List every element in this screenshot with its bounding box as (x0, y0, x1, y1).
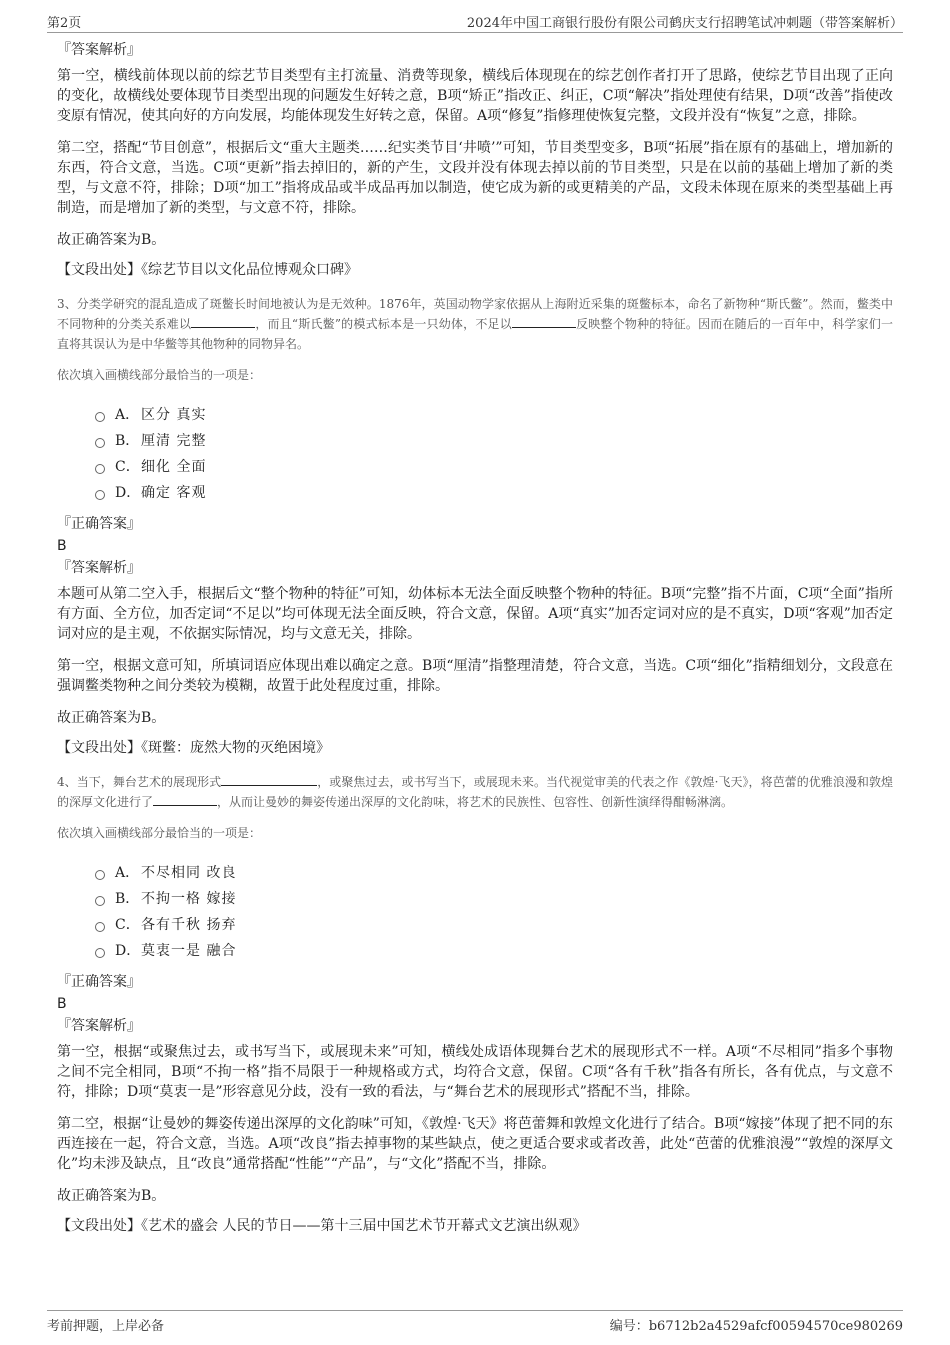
option-d[interactable]: D． 莫衷一是 融合 (95, 938, 893, 964)
question-4-options (95, 860, 893, 964)
answer-blank (153, 793, 217, 806)
option-c[interactable]: C． 各有千秋 扬弃 (95, 912, 893, 938)
analysis-paragraph: 本题可从第二空入手，根据后文“整个物种的特征”可知，幼体标本无法全面反映整个物种的特征。B项“完整”指不片面，C项“全面”指所有方面、全方位，加否定词“不足以”均可体现无法全面反映，符合文意，保留。A项“真实”加否定词对应的是不真实，D项“客观”加否定词对应的是主观，不依据实际情况，均与文意无关，排除。 (57, 586, 893, 642)
radio-icon[interactable] (95, 922, 105, 932)
question-4-text: 4、当下，舞台艺术的展现形式 ，或聚焦过去，或书写当下，或展现未来。当代视觉审美的代表之作《敦煌·飞天》，将芭蕾的优雅浪漫和敦煌的深厚文化进行了 ，从而让曼妙的舞姿传递出深厚的文化韵味，将艺术的民族性、包容性、创新性演绎得酣畅淋漓。 (57, 775, 893, 809)
option-c[interactable]: C． 细化 全面 (95, 454, 893, 480)
radio-icon[interactable] (95, 870, 105, 880)
analysis-paragraph: 第二空，搭配“节目创意”，根据后文“重大主题类……纪实类节目‘井喷’”可知，节目类型变多，B项“拓展”指在原有的基础上，增加新的东西，符合文意，当选。C项“更新”指去掉旧的，新的产生，文段并没有体现去掉以前的节目类型，只是在以前的基础上增加了新的类型，与文意不符，排除；D项“加工”指将成品或半成品再加以制造，使它成为新的或更精美的产品，文段未体现在原来的类型基础上再制造，而是增加了新的类型，与文意不符，排除。 (57, 140, 893, 216)
page-header (47, 10, 903, 33)
radio-icon[interactable] (95, 438, 105, 448)
source-citation: 【文段出处】《综艺节目以文化品位博观众口碑》 (57, 262, 358, 278)
page-number: 第2页 (47, 16, 82, 31)
question-instruction: 依次填入画横线部分最恰当的一项是： (57, 368, 262, 382)
correct-answer: B (57, 538, 67, 554)
answer-conclusion: 故正确答案为B。 (57, 232, 166, 248)
radio-icon[interactable] (95, 464, 105, 474)
analysis-label: 『答案解析』 (57, 1018, 141, 1034)
radio-icon[interactable] (95, 896, 105, 906)
source-citation: 【文段出处】《斑鳖：庞然大物的灭绝困境》 (57, 740, 330, 756)
option-b[interactable]: B． 不拘一格 嫁接 (95, 886, 893, 912)
analysis-paragraph: 第一空，根据文意可知，所填词语应体现出难以确定之意。B项“厘清”指整理清楚，符合文意，当选。C项“细化”指精细划分，文段意在强调鳖类物种之间分类较为模糊，故置于此处程度过重，排除。 (57, 658, 893, 694)
correct-answer-label: 『正确答案』 (57, 516, 141, 532)
document-id: 编号：b6712b2a4529afcf00594570ce980269 (609, 1319, 903, 1334)
analysis-paragraph: 第一空，横线前体现以前的综艺节目类型有主打流量、消费等现象，横线后体现现在的综艺创作者打开了思路，使综艺节目出现了正向的变化，故横线处要体现节目类型出现的问题发生好转之意，B项“矫正”指改正、纠正，C项“解决”指处理使有结果，D项“改善”指使改变原有情况，使其向好的方向发展，均能体现发生好转之意，保留。A项“修复”指修理使恢复完整，文段并没有“恢复”之意，排除。 (57, 68, 893, 124)
question-instruction: 依次填入画横线部分最恰当的一项是： (57, 826, 262, 840)
option-a[interactable]: A． 区分 真实 (95, 402, 893, 428)
document-title: 2024年中国工商银行股份有限公司鹤庆支行招聘笔试冲刺题（带答案解析） (466, 16, 903, 31)
radio-icon[interactable] (95, 412, 105, 422)
correct-answer-label: 『正确答案』 (57, 974, 141, 990)
option-b[interactable]: B． 厘清 完整 (95, 428, 893, 454)
source-citation: 【文段出处】《艺术的盛会 人民的节日——第十三届中国艺术节开幕式文艺演出纵观》 (57, 1218, 587, 1234)
analysis-label: 『答案解析』 (57, 560, 141, 576)
answer-blank (512, 315, 576, 328)
answer-conclusion: 故正确答案为B。 (57, 710, 166, 726)
question-3-options (95, 402, 893, 506)
option-a[interactable]: A． 不尽相同 改良 (95, 860, 893, 886)
footer-slogan: 考前押题，上岸必备 (47, 1319, 165, 1334)
correct-answer: B (57, 996, 67, 1012)
analysis-paragraph: 第一空，根据“或聚焦过去，或书写当下，或展现未来”可知，横线处成语体现舞台艺术的展现形式不一样。A项“不尽相同”指多个事物之间不完全相同，B项“不拘一格”指不局限于一种规格或方式，均符合文意，保留。C项“各有千秋”指各有所长，各有优点，与文意不符，排除；D项“莫衷一是”形容意见分歧，没有一致的看法，与“舞台艺术的展现形式”搭配不当，排除。 (57, 1044, 893, 1100)
option-d[interactable]: D． 确定 客观 (95, 480, 893, 506)
page-content (57, 40, 893, 1250)
radio-icon[interactable] (95, 490, 105, 500)
page-footer (47, 1310, 903, 1335)
analysis-paragraph: 第二空，根据“让曼妙的舞姿传递出深厚的文化韵味”可知，《敦煌·飞天》将芭蕾舞和敦煌文化进行了结合。B项“嫁接”体现了把不同的东西连接在一起，符合文意，当选。A项“改良”指去掉事物的某些缺点，使之更适合要求或者改善，此处“芭蕾的优雅浪漫”“敦煌的深厚文化”均未涉及缺点，且“改良”通常搭配“性能”“产品”，与“文化”搭配不当，排除。 (57, 1116, 893, 1172)
answer-conclusion: 故正确答案为B。 (57, 1188, 166, 1204)
question-3-text: 3、分类学研究的混乱造成了斑鳖长时间地被认为是无效种。1876年，英国动物学家依据从上海附近采集的斑鳖标本，命名了新物种“斯氏鳖”。然而，鳖类中不同物种的分类关系难以 ，而且“斯氏鳖”的模式标本是一只幼体，不足以 反映整个物种的特征。因而在随后的一百年中，科学家们一直将其误认为是中华鳖等其他物种的同物异名。 (57, 297, 893, 351)
analysis-label: 『答案解析』 (57, 42, 141, 58)
answer-blank (221, 773, 317, 786)
answer-blank (191, 315, 255, 328)
radio-icon[interactable] (95, 948, 105, 958)
